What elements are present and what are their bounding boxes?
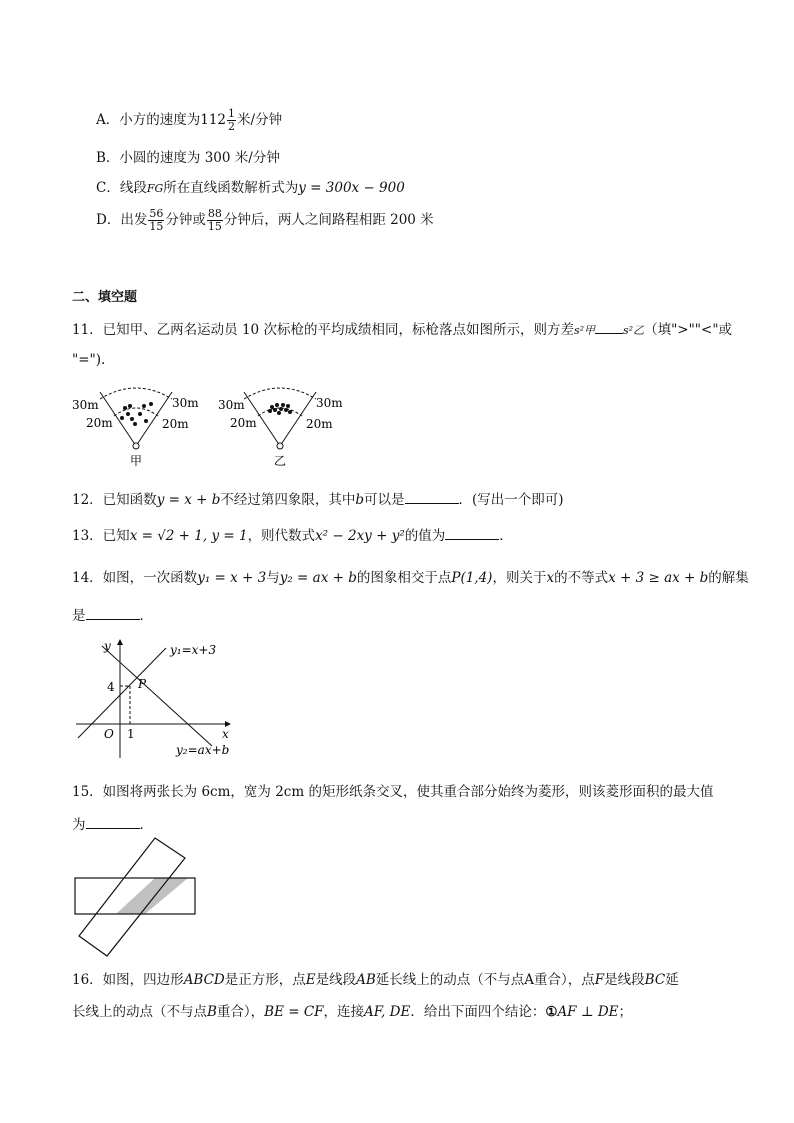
option-c-expression: y = 300x − 900 bbox=[298, 180, 405, 196]
q14-middle: 的图象相交于点 bbox=[356, 570, 452, 586]
q16-p2: 是线段 bbox=[315, 972, 357, 988]
x-axis-label: x bbox=[222, 727, 229, 741]
q14-line-2-text: 是 bbox=[72, 608, 86, 624]
rhombus-overlap bbox=[116, 878, 188, 914]
q16-prefix: 16．如图，四边形 bbox=[72, 972, 184, 988]
q16-p5: 延 bbox=[665, 972, 679, 988]
question-15-line-2 bbox=[72, 813, 153, 833]
q11-text: 11．已知甲、乙两名运动员 10 次标枪的平均成绩相同，标枪落点如图所示，则方差 bbox=[72, 322, 574, 338]
q16-point-e: E bbox=[305, 972, 316, 988]
question-11-line-2: "="). bbox=[72, 352, 106, 368]
q13-end: ． bbox=[499, 528, 513, 544]
function-graph bbox=[72, 634, 252, 764]
option-a-fraction bbox=[227, 108, 236, 133]
q16-conclusion-1: AF ⊥ DE bbox=[557, 1004, 619, 1020]
question-14-line-2 bbox=[72, 604, 153, 624]
q12-prefix: 12．已知函数 bbox=[72, 492, 157, 508]
q16-conclusion-1-end: ； bbox=[618, 1004, 633, 1020]
option-c-middle: 所在直线函数解析式为 bbox=[163, 180, 299, 196]
q13-middle: ，则代数式 bbox=[247, 528, 316, 544]
q12-answer-blank[interactable] bbox=[405, 503, 459, 504]
option-a-prefix: A．小方的速度为 bbox=[96, 112, 201, 128]
question-13 bbox=[72, 524, 513, 544]
q14-and: 与 bbox=[266, 570, 280, 586]
y-axis-label: y bbox=[104, 639, 111, 653]
q15-line-2-text: 为 bbox=[72, 817, 86, 833]
q11-variance-a: s²甲 bbox=[573, 324, 596, 337]
q11-answer-blank[interactable] bbox=[595, 333, 623, 334]
q13-expression: x² − 2xy + y² bbox=[315, 528, 405, 544]
question-15-line-1: 15．如图将两张长为 6cm，宽为 2cm 的矩形纸条交叉，使其重合部分始终为菱形，则该菱形面积的最大值 bbox=[72, 784, 714, 800]
option-c-prefix: C．线段 bbox=[96, 180, 147, 196]
q16-quad: ABCD bbox=[183, 972, 225, 988]
left-label-30m-a: 30m bbox=[72, 398, 99, 412]
q16-line2d: ．给出下面四个结论： bbox=[410, 1004, 546, 1020]
q14-tail-3: 的解集 bbox=[708, 570, 749, 586]
q15-end: ． bbox=[139, 817, 153, 833]
q16-line2a: 长线上的动点（不与点 bbox=[72, 1004, 207, 1020]
point-p-label: P bbox=[138, 677, 147, 691]
option-a-suffix: 米/分钟 bbox=[237, 112, 283, 128]
option-a-whole: 112 bbox=[200, 112, 227, 128]
option-b: B．小圆的速度为 300 米/分钟 bbox=[96, 150, 280, 166]
q14-variable: x bbox=[546, 570, 555, 586]
q16-line2b: 重合）， bbox=[216, 1004, 265, 1020]
q14-function-1: y₁ = x + 3 bbox=[197, 570, 267, 586]
q12-expression: y = x + b bbox=[156, 492, 221, 508]
option-a bbox=[96, 108, 282, 133]
q14-prefix: 14．如图，一次函数 bbox=[72, 570, 198, 586]
option-d-f1-den: 15 bbox=[149, 220, 164, 233]
q16-segment-ab: AB bbox=[356, 972, 376, 988]
q16-line2c: ，连接 bbox=[323, 1004, 365, 1020]
option-d-prefix: D．出发 bbox=[96, 212, 148, 228]
javelin-sector-left bbox=[72, 388, 199, 468]
q12-variable: b bbox=[355, 492, 365, 508]
option-d-mid: 分钟或 bbox=[165, 212, 206, 228]
tick-x-label: 1 bbox=[127, 727, 135, 741]
question-16-line-1 bbox=[72, 968, 679, 988]
q13-answer-blank[interactable] bbox=[445, 539, 499, 540]
q14-function-2: y₂ = ax + b bbox=[279, 570, 357, 586]
question-16-line-2 bbox=[72, 1000, 632, 1020]
q14-inequality: x + 3 ≥ ax + b bbox=[608, 570, 709, 586]
question-14-line-1 bbox=[72, 566, 749, 586]
q15-answer-blank[interactable] bbox=[86, 828, 140, 829]
left-caption: 甲 bbox=[130, 454, 143, 468]
q11-tail: （填">""<"或 bbox=[644, 322, 733, 338]
q13-prefix: 13．已知 bbox=[72, 528, 130, 544]
q13-condition: x = √2 + 1, y = 1 bbox=[129, 528, 248, 544]
q16-conclusion-1-mark: ① bbox=[545, 1004, 558, 1020]
rectangles-figure bbox=[72, 834, 212, 964]
option-c-segment: FG bbox=[146, 182, 164, 195]
q14-tail-1: ，则关于 bbox=[492, 570, 547, 586]
q12-tail: 可以是 bbox=[364, 492, 405, 508]
section-title: 二、填空题 bbox=[72, 290, 138, 305]
left-label-20m-a: 20m bbox=[86, 416, 113, 430]
q16-p3: 延长线上的动点（不与点A重合），点 bbox=[375, 972, 595, 988]
q14-tail-2: 的不等式 bbox=[554, 570, 609, 586]
option-c bbox=[96, 176, 405, 196]
q11-variance-b: s²乙 bbox=[623, 324, 645, 337]
line-y2-label: y₂=ax+b bbox=[176, 743, 230, 757]
q13-tail: 的值为 bbox=[404, 528, 446, 544]
origin-label: O bbox=[104, 727, 114, 741]
option-d-suffix: 分钟后，两人之间路程相距 200 米 bbox=[223, 212, 434, 228]
slanted-strip bbox=[79, 838, 185, 956]
q16-point-b: B bbox=[207, 1004, 217, 1020]
q14-end: ． bbox=[139, 608, 153, 624]
option-d bbox=[96, 208, 434, 233]
q16-point-f: F bbox=[594, 972, 605, 988]
q16-p1: 是正方形，点 bbox=[224, 972, 306, 988]
option-a-denominator: 2 bbox=[228, 120, 236, 133]
question-11-line-1 bbox=[72, 318, 732, 338]
q16-segments: AF, DE bbox=[364, 1004, 411, 1020]
left-label-30m-b: 30m bbox=[172, 396, 199, 410]
line-y1-label: y₁=x+3 bbox=[170, 643, 217, 657]
javelin-figure bbox=[72, 383, 372, 473]
question-12 bbox=[72, 488, 564, 508]
right-caption: 乙 bbox=[274, 454, 287, 468]
option-d-fraction-2 bbox=[207, 208, 223, 233]
q14-point: P(1,4) bbox=[451, 570, 493, 586]
q16-p4: 是线段 bbox=[604, 972, 645, 988]
option-d-f2-num: 88 bbox=[207, 207, 222, 220]
right-label-20m-a: 20m bbox=[230, 416, 257, 430]
option-d-f2-den: 15 bbox=[207, 220, 222, 233]
option-d-f1-num: 56 bbox=[149, 207, 164, 220]
right-label-20m-b: 20m bbox=[306, 417, 333, 431]
q16-equation: BE = CF bbox=[264, 1004, 324, 1020]
q14-answer-blank[interactable] bbox=[86, 619, 140, 620]
option-a-numerator: 1 bbox=[228, 107, 236, 120]
q12-middle: 不经过第四象限，其中 bbox=[220, 492, 356, 508]
right-label-30m-a: 30m bbox=[218, 398, 245, 412]
option-d-fraction-1 bbox=[148, 208, 164, 233]
javelin-sector-right bbox=[218, 388, 343, 468]
right-label-30m-b: 30m bbox=[316, 396, 343, 410]
q16-segment-bc: BC bbox=[644, 972, 666, 988]
tick-y-label: 4 bbox=[107, 680, 115, 694]
q12-end: ．(写出一个即可) bbox=[458, 492, 564, 508]
left-label-20m-b: 20m bbox=[162, 417, 189, 431]
